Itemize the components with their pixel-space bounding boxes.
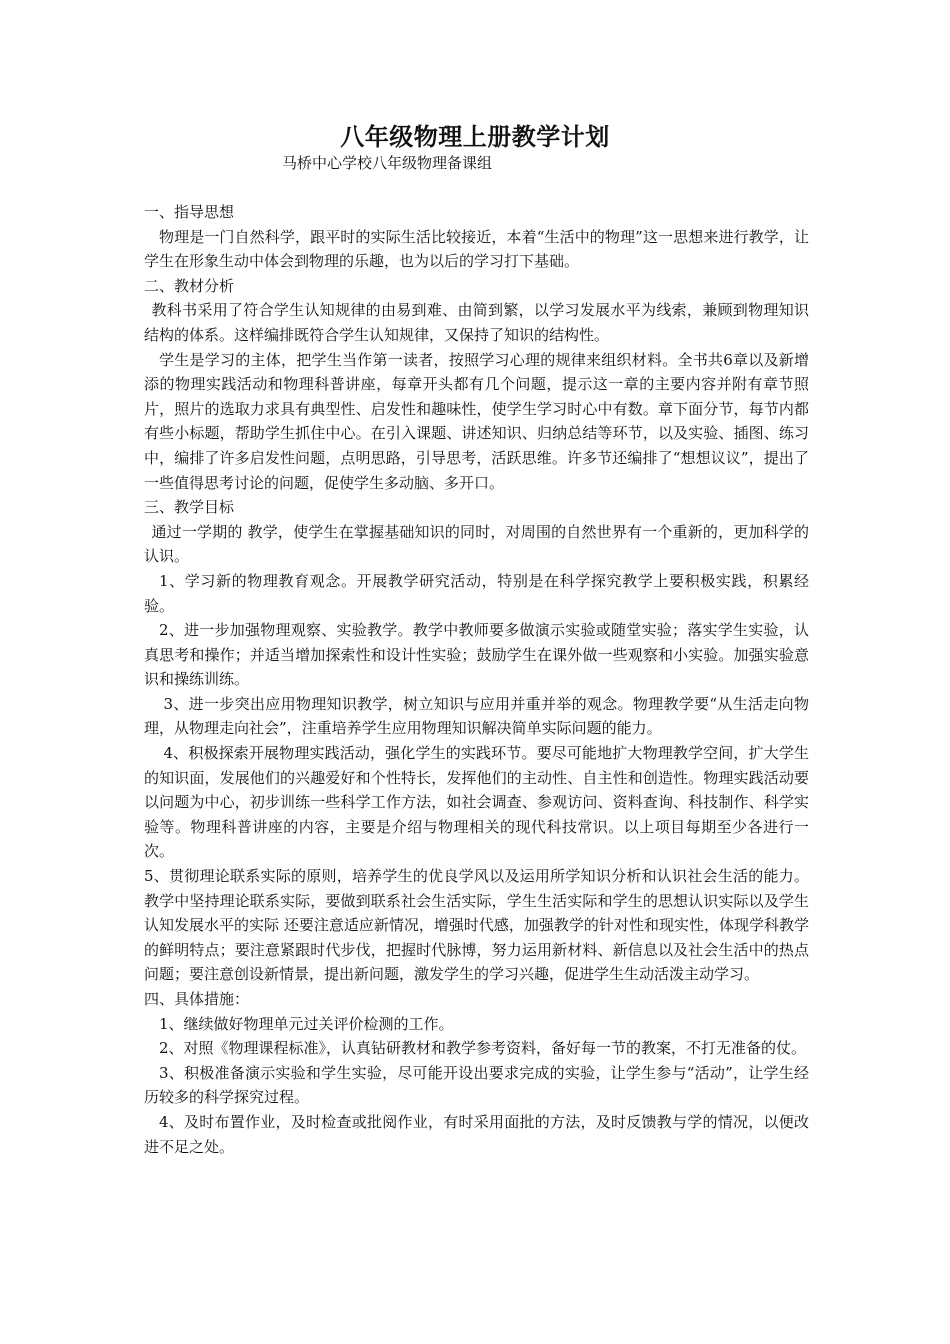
document-body bbox=[144, 200, 809, 1159]
paragraph: 物理是一门自然科学，跟平时的实际生活比较接近，本着“生活中的物理”这一思想来进行教学，让学生在形象生动中体会到物理的乐趣，也为以后的学习打下基础。 bbox=[144, 227, 809, 271]
list-item: 4、积极探索开展物理实践活动，强化学生的实践环节。要尽可能地扩大物理教学空间，扩大学生的知识面，发展他们的兴趣爱好和个性特长，发挥他们的主动性、自主性和创造性。物理实践活动要以问题为中心，初步训练一些科学工作方法，如社会调查、参观访问、资料查询、科技制作、科学实验等。物理科普讲座的内容，主要是介绍与物理相关的现代科技常识。以上项目每期至少各进行一次。 bbox=[144, 744, 809, 861]
document-subtitle: 马桥中心学校八年级物理备课组 bbox=[282, 154, 493, 172]
paragraph: 教科书采用了符合学生认知规律的由易到难、由简到繁，以学习发展水平为线索，兼顾到物理知识结构的体系。这样编排既符合学生认知规律，又保持了知识的结构性。 bbox=[144, 301, 809, 344]
list-item: 2、对照《物理课程标准》，认真钻研教材和教学参考资料，备好每一节的教案，不打无准备的仗。 bbox=[159, 1039, 807, 1058]
paragraph: 通过一学期的 教学，使学生在掌握基础知识的同时，对周围的自然世界有一个重新的，更加科学的认识。 bbox=[144, 522, 809, 566]
list-item: 5、贯彻理论联系实际的原则，培养学生的优良学风以及运用所学知识分析和认识社会生活的能力。教学中坚持理论联系实际，要做到联系社会生活实际，学生生活实际和学生的思想认识实际以及学生认知发展水平的实际 还要注意适应新情况，增强时代感，加强教学的针对性和现实性，体现学科教学的鲜明特点；要注意紧跟时代步伐，把握时代脉博，努力运用新材料、新信息以及社会生活中的热点问题；要注意创设新情景，提出新问题，激发学生的学习兴趣，促进学生生动活泼主动学习。 bbox=[144, 867, 809, 984]
list-item: 1、学习新的物理教育观念。开展教学研究活动，特别是在科学探究教学上要积极实践，积累经验。 bbox=[144, 571, 809, 615]
section-heading-measures: 四、具体措施： bbox=[144, 990, 250, 1008]
section-heading-teaching-goals: 三、教学目标 bbox=[144, 498, 235, 517]
list-item: 2、进一步加强物理观察、实验教学。教学中教师要多做演示实验或随堂实验；落实学生实验，认真思考和操作；并适当增加探索性和设计性实验；鼓励学生在课外做一些观察和小实验。加强实验意识和操练训练。 bbox=[144, 621, 809, 689]
paragraph: 学生是学习的主体，把学生当作第一读者，按照学习心理的规律来组织材料。全书共6章以及新增添的物理实践活动和物理科普讲座，每章开头都有几个问题，提示这一章的主要内容并附有章节照片，照片的选取力求具有典型性、启发性和趣味性，使学生学习时心中有数。章下面分节，每节内都有些小标题，帮助学生抓住中心。在引入课题、讲述知识、归纳总结等环节，以及实验、插图、练习中，编排了许多启发性问题，点明思路，引导思考，活跃思维。许多节还编排了“想想议议”，提出了一些值得思考讨论的问题，促使学生多动脑、多开口。 bbox=[144, 350, 809, 492]
list-item: 3、进一步突出应用物理知识教学，树立知识与应用并重并举的观念。物理教学要“从生活走向物理，从物理走向社会”，注重培养学生应用物理知识解决简单实际问题的能力。 bbox=[144, 694, 809, 738]
list-item: 4、及时布置作业，及时检查或批阅作业，有时采用面批的方法，及时反馈教与学的情况，以便改进不足之处。 bbox=[144, 1112, 809, 1156]
section-heading-guiding-thought: 一、指导思想 bbox=[144, 203, 235, 221]
list-item: 3、积极准备演示实验和学生实验，尽可能开设出要求完成的实验，让学生参与“活动”，让学生经历较多的科学探究过程。 bbox=[144, 1063, 809, 1107]
section-heading-textbook-analysis: 二、教材分析 bbox=[144, 276, 235, 295]
list-item: 1、继续做好物理单元过关评价检测的工作。 bbox=[159, 1014, 454, 1033]
document-title: 八年级物理上册教学计划 bbox=[340, 122, 610, 151]
